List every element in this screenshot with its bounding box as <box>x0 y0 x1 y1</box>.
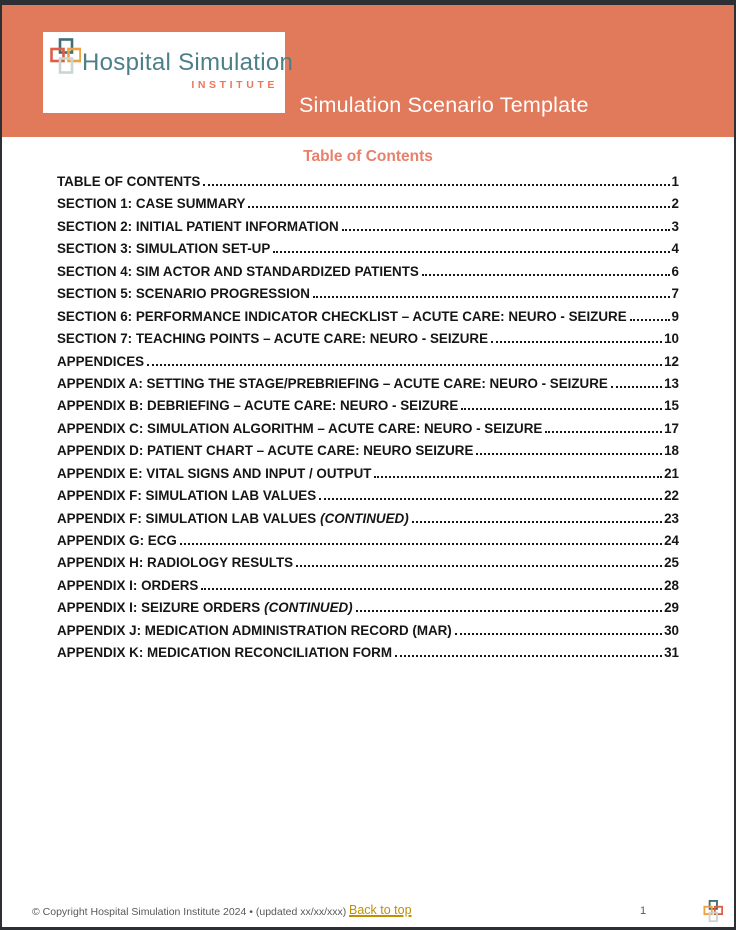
toc-entry[interactable] <box>57 463 679 485</box>
toc-entry-label: APPENDIX J: MEDICATION ADMINISTRATION RECORD (MAR) <box>57 622 452 638</box>
toc-entry[interactable] <box>57 552 679 574</box>
toc-entry-page-number: 17 <box>664 420 679 436</box>
toc-entry[interactable] <box>57 193 679 215</box>
toc-entry[interactable] <box>57 508 679 530</box>
toc-entry[interactable] <box>57 642 679 664</box>
logo-subtitle: INSTITUTE <box>191 79 278 91</box>
toc-entry-label: APPENDIX H: RADIOLOGY RESULTS <box>57 555 294 571</box>
toc-dot-leader <box>395 655 662 657</box>
toc-entry-page-number: 2 <box>671 196 679 212</box>
hsi-cross-logo-icon <box>50 38 81 87</box>
toc-entry-label: SECTION 5: SCENARIO PROGRESSION <box>57 286 310 302</box>
logo-text <box>82 49 294 91</box>
toc-dot-leader <box>319 498 662 500</box>
document-title: Simulation Scenario Template <box>299 93 589 117</box>
toc-entry[interactable] <box>57 261 679 283</box>
toc-dot-leader <box>296 565 662 567</box>
toc-entry[interactable] <box>57 575 679 597</box>
toc-entry[interactable] <box>57 306 679 328</box>
toc-entry-label: SECTION 3: SIMULATION SET-UP <box>57 241 271 257</box>
header-band <box>2 5 734 137</box>
toc-dot-leader <box>611 386 662 388</box>
toc-entry-page-number: 9 <box>671 308 679 324</box>
toc-entry[interactable] <box>57 440 679 462</box>
toc-entry-page-number: 31 <box>664 645 679 661</box>
toc-entry[interactable] <box>57 238 679 260</box>
toc-entry-page-number: 3 <box>671 218 679 234</box>
toc-entry-page-number: 13 <box>664 375 679 391</box>
toc-dot-leader <box>273 251 669 253</box>
toc-entry-label: APPENDIX A: SETTING THE STAGE/PREBRIEFING – ACUTE CARE: NEURO - SEIZURE <box>57 375 608 391</box>
toc-entry-label: APPENDICES <box>57 353 145 369</box>
toc-entry-label: APPENDIX I: SEIZURE ORDERS <box>57 600 261 616</box>
toc-entry[interactable] <box>57 171 679 193</box>
toc-dot-leader <box>203 184 669 186</box>
toc-entry[interactable] <box>57 351 679 373</box>
toc-entry-label: APPENDIX I: ORDERS <box>57 577 199 593</box>
toc-entry[interactable] <box>57 216 679 238</box>
toc-entry-page-number: 29 <box>664 600 679 616</box>
toc-entry[interactable] <box>57 485 679 507</box>
footer-copyright: © Copyright Hospital Simulation Institute 2024 • (updated xx/xx/xxx) <box>32 906 347 918</box>
toc-entry-page-number: 4 <box>671 241 679 257</box>
toc-entry-page-number: 28 <box>664 577 679 593</box>
toc-dot-leader <box>180 543 662 545</box>
toc-dot-leader <box>455 633 662 635</box>
footer-page-number: 1 <box>640 905 647 917</box>
toc-entry[interactable] <box>57 373 679 395</box>
toc-entry-page-number: 18 <box>664 443 679 459</box>
toc-entry[interactable] <box>57 283 679 305</box>
toc-dot-leader <box>461 408 662 410</box>
toc-entry-page-number: 30 <box>664 622 679 638</box>
toc-dot-leader <box>630 319 670 321</box>
toc-dot-leader <box>412 521 662 523</box>
toc-dot-leader <box>147 364 662 366</box>
toc-entry-page-number: 22 <box>664 488 679 504</box>
toc-dot-leader <box>342 229 670 231</box>
toc-entry-page-number: 25 <box>664 555 679 571</box>
toc-entry-label: APPENDIX C: SIMULATION ALGORITHM – ACUTE CARE: NEURO - SEIZURE <box>57 420 543 436</box>
toc-entry-label: APPENDIX F: SIMULATION LAB VALUES <box>57 510 317 526</box>
toc-dot-leader <box>313 296 670 298</box>
toc-entry-page-number: 21 <box>664 465 679 481</box>
hospital-simulation-logo <box>43 32 294 113</box>
toc-entry-label: APPENDIX G: ECG <box>57 533 177 548</box>
toc-entry-label: TABLE OF CONTENTS <box>57 174 201 189</box>
toc-entry-label: SECTION 2: INITIAL PATIENT INFORMATION <box>57 218 339 234</box>
toc-dot-leader <box>201 588 662 590</box>
toc-entry-label: APPENDIX D: PATIENT CHART – ACUTE CARE: NEURO SEIZURE <box>57 443 474 459</box>
toc-entry-page-number: 24 <box>664 533 679 548</box>
toc-entry[interactable] <box>57 597 679 619</box>
toc-entry-label: APPENDIX K: MEDICATION RECONCILIATION FORM <box>57 645 393 661</box>
hsi-cross-logo-icon <box>703 900 723 930</box>
toc-dot-leader <box>545 431 662 433</box>
toc-entry-page-number: 23 <box>664 510 679 526</box>
toc-entry-page-number: 10 <box>664 331 679 347</box>
toc-entry-label: SECTION 7: TEACHING POINTS – ACUTE CARE: NEURO - SEIZURE <box>57 331 489 347</box>
toc-dot-leader <box>422 274 670 276</box>
toc-dot-leader <box>491 341 662 343</box>
toc-entry[interactable] <box>57 395 679 417</box>
toc-entry-italic-suffix: (CONTINUED) <box>264 600 353 616</box>
toc-entry[interactable] <box>57 530 679 552</box>
toc-dot-leader <box>356 610 662 612</box>
toc-entry-label: SECTION 1: CASE SUMMARY <box>57 196 246 212</box>
toc-entry-page-number: 12 <box>664 353 679 369</box>
toc-entry-label: SECTION 6: PERFORMANCE INDICATOR CHECKLIST – ACUTE CARE: NEURO - SEIZURE <box>57 308 627 324</box>
toc-list <box>57 171 679 665</box>
toc-dot-leader <box>374 476 662 478</box>
toc-entry-italic-suffix: (CONTINUED) <box>320 510 409 526</box>
toc-entry-label: APPENDIX E: VITAL SIGNS AND INPUT / OUTPUT <box>57 465 372 481</box>
toc-dot-leader <box>476 453 662 455</box>
toc-entry-label: APPENDIX B: DEBRIEFING – ACUTE CARE: NEURO - SEIZURE <box>57 398 459 414</box>
toc-entry[interactable] <box>57 418 679 440</box>
logo-wordmark: Hospital Simulation <box>82 49 294 76</box>
back-to-top-link[interactable]: Back to top <box>349 903 412 917</box>
toc-entry[interactable] <box>57 328 679 350</box>
toc-entry[interactable] <box>57 620 679 642</box>
toc-entry-page-number: 1 <box>671 174 679 189</box>
toc-entry-label: APPENDIX F: SIMULATION LAB VALUES <box>57 488 317 504</box>
toc-entry-page-number: 7 <box>671 286 679 302</box>
toc-entry-label: SECTION 4: SIM ACTOR AND STANDARDIZED PATIENTS <box>57 263 419 279</box>
toc-heading: Table of Contents <box>303 148 433 165</box>
toc-entry-page-number: 6 <box>671 263 679 279</box>
toc-entry-page-number: 15 <box>664 398 679 414</box>
toc-dot-leader <box>248 206 669 208</box>
